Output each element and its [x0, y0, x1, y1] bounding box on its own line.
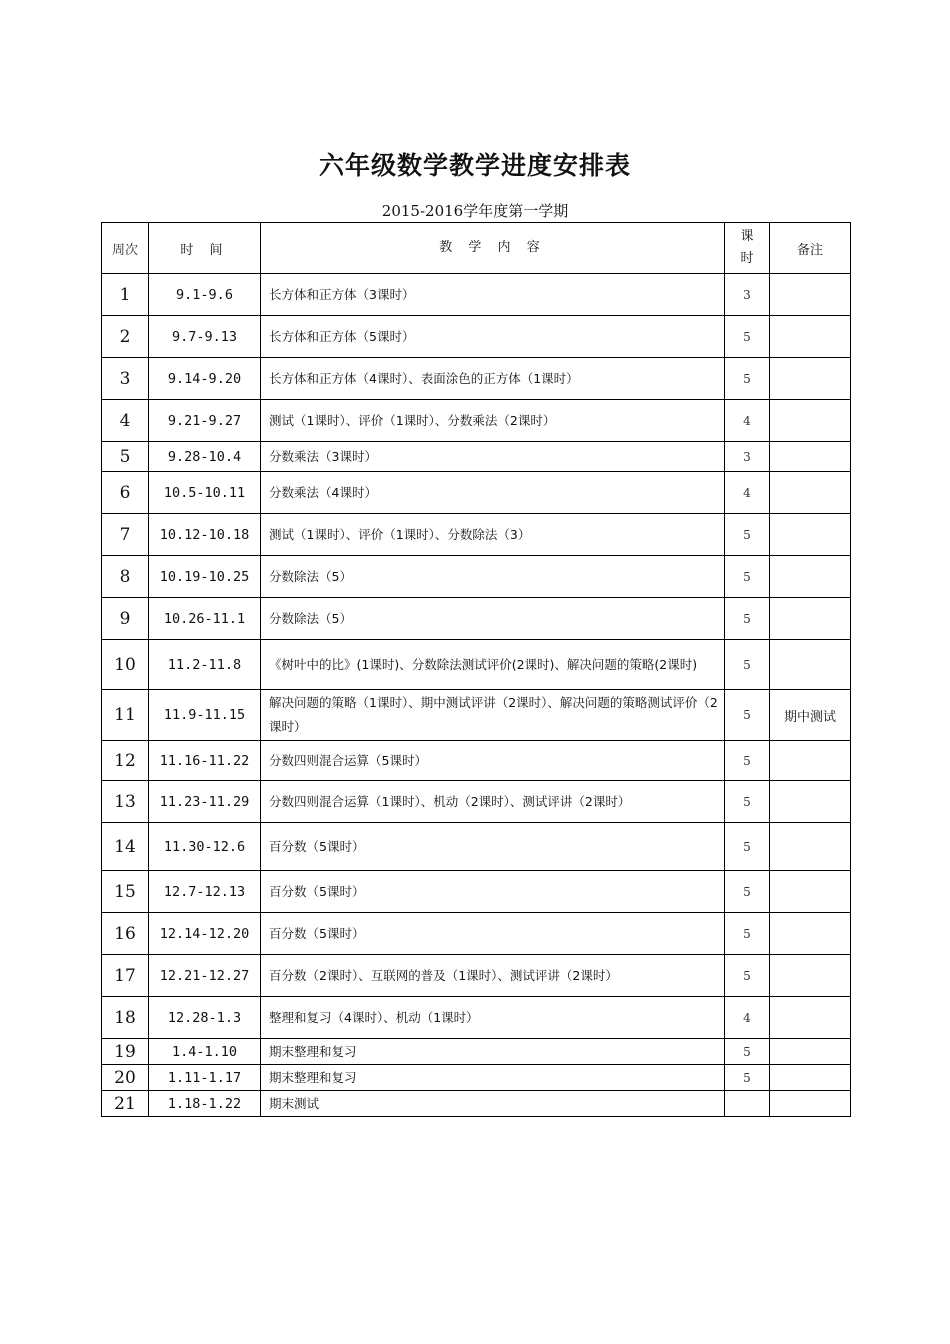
header-content: 教 学 内 容: [261, 223, 725, 274]
content-cell: 期末整理和复习: [261, 1065, 725, 1091]
hours-cell: 3: [725, 442, 770, 472]
note-cell: [770, 316, 851, 358]
table-row: [102, 1091, 851, 1117]
note-cell: [770, 1091, 851, 1117]
hours-cell: 5: [725, 781, 770, 823]
week-cell: 7: [102, 514, 149, 556]
content-cell: 百分数（5课时）: [261, 913, 725, 955]
table-row: [102, 316, 851, 358]
note-cell: [770, 955, 851, 997]
time-cell: 11.16-11.22: [149, 741, 261, 781]
note-cell: [770, 997, 851, 1039]
note-cell: [770, 514, 851, 556]
week-cell: 17: [102, 955, 149, 997]
time-cell: 9.7-9.13: [149, 316, 261, 358]
time-cell: 12.28-1.3: [149, 997, 261, 1039]
hours-cell: 5: [725, 556, 770, 598]
hours-cell: 5: [725, 358, 770, 400]
note-cell: [770, 823, 851, 871]
note-cell: [770, 274, 851, 316]
week-cell: 9: [102, 598, 149, 640]
week-cell: 1: [102, 274, 149, 316]
week-cell: 15: [102, 871, 149, 913]
hours-cell: 5: [725, 913, 770, 955]
hours-cell: 5: [725, 598, 770, 640]
content-cell: 测试（1课时）、评价（1课时）、分数乘法（2课时）: [261, 400, 725, 442]
content-cell: 百分数（5课时）: [261, 823, 725, 871]
week-cell: 2: [102, 316, 149, 358]
hours-cell: 5: [725, 690, 770, 741]
note-cell: [770, 741, 851, 781]
header-week: 周次: [102, 223, 149, 274]
hours-cell: 4: [725, 997, 770, 1039]
table-row: [102, 472, 851, 514]
content-cell: 长方体和正方体（3课时）: [261, 274, 725, 316]
header-note: 备注: [770, 223, 851, 274]
content-cell: 分数除法（5）: [261, 556, 725, 598]
note-cell: [770, 871, 851, 913]
week-cell: 18: [102, 997, 149, 1039]
week-cell: 21: [102, 1091, 149, 1117]
week-cell: 14: [102, 823, 149, 871]
table-row: [102, 598, 851, 640]
note-cell: [770, 781, 851, 823]
table-row: [102, 871, 851, 913]
content-cell: 长方体和正方体（4课时）、表面涂色的正方体（1课时）: [261, 358, 725, 400]
table-row: [102, 781, 851, 823]
note-cell: [770, 640, 851, 690]
week-cell: 11: [102, 690, 149, 741]
hours-cell: 4: [725, 472, 770, 514]
week-cell: 10: [102, 640, 149, 690]
note-cell: [770, 913, 851, 955]
time-cell: 11.23-11.29: [149, 781, 261, 823]
hours-cell: 5: [725, 955, 770, 997]
schedule-table: [101, 222, 851, 1117]
table-header-row: [102, 223, 851, 274]
week-cell: 6: [102, 472, 149, 514]
table-row: [102, 442, 851, 472]
table-row: [102, 640, 851, 690]
time-cell: 9.14-9.20: [149, 358, 261, 400]
time-cell: 12.21-12.27: [149, 955, 261, 997]
header-hours: 课 时: [725, 223, 770, 274]
time-cell: 9.21-9.27: [149, 400, 261, 442]
content-cell: 分数除法（5）: [261, 598, 725, 640]
table-row: [102, 955, 851, 997]
content-cell: 期末测试: [261, 1091, 725, 1117]
note-cell: [770, 1065, 851, 1091]
note-cell: 期中测试: [770, 690, 851, 741]
hours-cell: 5: [725, 640, 770, 690]
week-cell: 19: [102, 1039, 149, 1065]
time-cell: 1.11-1.17: [149, 1065, 261, 1091]
week-cell: 3: [102, 358, 149, 400]
note-cell: [770, 442, 851, 472]
table-body: [102, 274, 851, 1117]
page-title: 六年级数学教学进度安排表: [318, 151, 631, 180]
week-cell: 8: [102, 556, 149, 598]
table-row: [102, 823, 851, 871]
table-row: [102, 741, 851, 781]
week-cell: 12: [102, 741, 149, 781]
content-cell: 分数乘法（3课时）: [261, 442, 725, 472]
time-cell: 1.4-1.10: [149, 1039, 261, 1065]
week-cell: 5: [102, 442, 149, 472]
hours-cell: 5: [725, 741, 770, 781]
content-cell: 期末整理和复习: [261, 1039, 725, 1065]
time-cell: 12.7-12.13: [149, 871, 261, 913]
content-cell: 《树叶中的比》(1课时)、分数除法测试评价(2课时)、解决问题的策略(2课时): [261, 640, 725, 690]
page-subtitle: 2015-2016学年度第一学期: [381, 202, 569, 220]
week-cell: 13: [102, 781, 149, 823]
hours-cell: [725, 1091, 770, 1117]
hours-cell: 3: [725, 274, 770, 316]
time-cell: 9.28-10.4: [149, 442, 261, 472]
content-cell: 分数四则混合运算（1课时）、机动（2课时）、测试评讲（2课时）: [261, 781, 725, 823]
table-row: [102, 997, 851, 1039]
table-row: [102, 913, 851, 955]
week-cell: 16: [102, 913, 149, 955]
table-row: [102, 514, 851, 556]
content-cell: 测试（1课时）、评价（1课时）、分数除法（3）: [261, 514, 725, 556]
time-cell: 10.5-10.11: [149, 472, 261, 514]
content-cell: 解决问题的策略（1课时）、期中测试评讲（2课时）、解决问题的策略测试评价（2课时）: [261, 690, 725, 741]
note-cell: [770, 1039, 851, 1065]
time-cell: 11.2-11.8: [149, 640, 261, 690]
header-time: 时 间: [149, 223, 261, 274]
table-row: [102, 1039, 851, 1065]
hours-cell: 5: [725, 514, 770, 556]
week-cell: 4: [102, 400, 149, 442]
hours-cell: 5: [725, 871, 770, 913]
hours-cell: 5: [725, 316, 770, 358]
content-cell: 整理和复习（4课时）、机动（1课时）: [261, 997, 725, 1039]
content-cell: 分数乘法（4课时）: [261, 472, 725, 514]
time-cell: 11.9-11.15: [149, 690, 261, 741]
time-cell: 11.30-12.6: [149, 823, 261, 871]
time-cell: 9.1-9.6: [149, 274, 261, 316]
content-cell: 长方体和正方体（5课时）: [261, 316, 725, 358]
note-cell: [770, 400, 851, 442]
note-cell: [770, 598, 851, 640]
table-row: [102, 358, 851, 400]
note-cell: [770, 472, 851, 514]
time-cell: 10.26-11.1: [149, 598, 261, 640]
time-cell: 12.14-12.20: [149, 913, 261, 955]
hours-cell: 5: [725, 823, 770, 871]
note-cell: [770, 358, 851, 400]
hours-cell: 5: [725, 1039, 770, 1065]
hours-cell: 4: [725, 400, 770, 442]
time-cell: 10.12-10.18: [149, 514, 261, 556]
time-cell: 10.19-10.25: [149, 556, 261, 598]
hours-cell: 5: [725, 1065, 770, 1091]
table-row: [102, 556, 851, 598]
table-row: [102, 1065, 851, 1091]
content-cell: 百分数（2课时）、互联网的普及（1课时）、测试评讲（2课时）: [261, 955, 725, 997]
table-row: [102, 400, 851, 442]
table-row: [102, 690, 851, 741]
week-cell: 20: [102, 1065, 149, 1091]
note-cell: [770, 556, 851, 598]
time-cell: 1.18-1.22: [149, 1091, 261, 1117]
table-row: [102, 274, 851, 316]
content-cell: 百分数（5课时）: [261, 871, 725, 913]
content-cell: 分数四则混合运算（5课时）: [261, 741, 725, 781]
